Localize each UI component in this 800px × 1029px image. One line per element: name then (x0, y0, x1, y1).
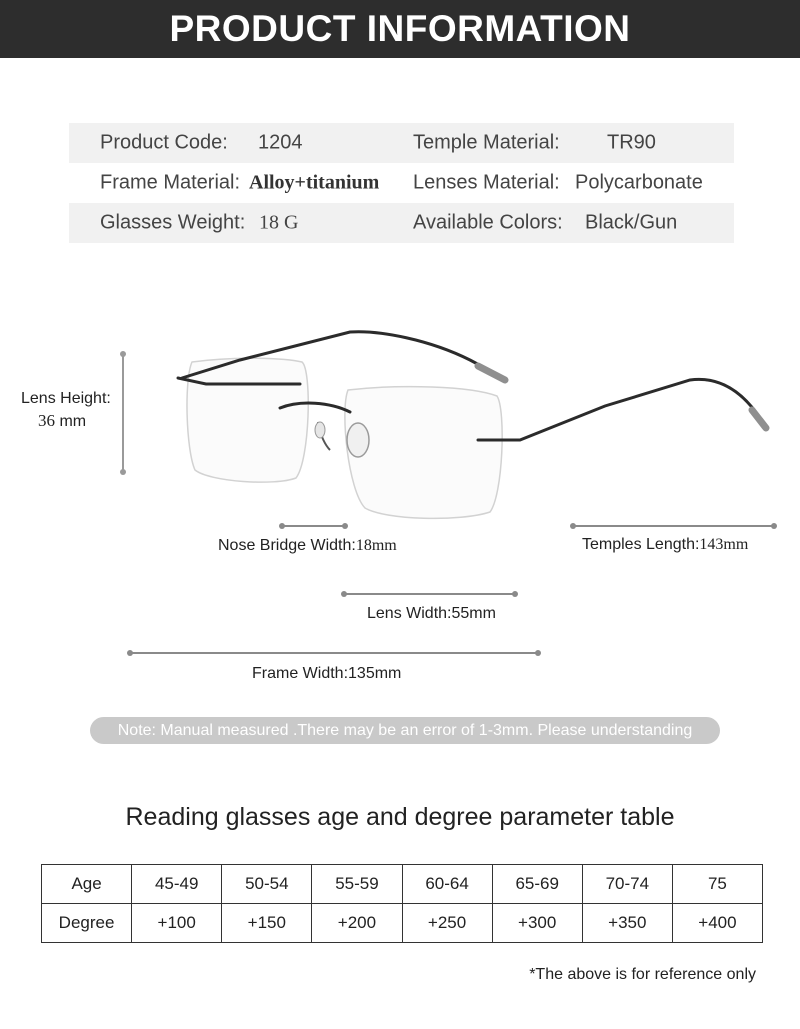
table-cell: 50-54 (222, 865, 312, 904)
table-row-degree (42, 904, 763, 943)
lens-height-label: Lens Height: (21, 390, 111, 407)
page-title: PRODUCT INFORMATION (169, 8, 631, 49)
age-header-cell: Age (42, 865, 132, 904)
frame-material-value: Alloy+titanium (249, 171, 380, 194)
lens-height-unit: mm (59, 413, 87, 430)
temples-length-value: 143mm (699, 536, 749, 553)
available-colors-value: Black/Gun (585, 211, 678, 234)
lens-height-measure (38, 411, 86, 431)
frame-width-measure-line (130, 652, 538, 654)
table-cell: +100 (132, 904, 222, 943)
table-cell: +400 (672, 904, 762, 943)
frame-material-label: Frame Material: (100, 171, 241, 194)
age-degree-table (41, 864, 763, 943)
table-cell: +250 (402, 904, 492, 943)
lens-width-label: Lens Width:55mm (367, 605, 496, 622)
nose-bridge-value: 18mm (355, 537, 397, 554)
frame-width-label: Frame Width:135mm (252, 665, 402, 682)
product-code-label: Product Code: (100, 131, 228, 154)
glasses-weight-label: Glasses Weight: (100, 211, 246, 234)
lenses-material-label: Lenses Material: (413, 171, 560, 194)
spec-row-1 (69, 123, 734, 163)
right-temple (478, 379, 765, 440)
table-cell: +200 (312, 904, 402, 943)
reference-footnote: *The above is for reference only (529, 966, 756, 983)
nose-bridge-measure (218, 537, 397, 555)
spec-row-2 (69, 163, 734, 203)
temples-length-measure (582, 536, 748, 554)
spec-row-3 (69, 203, 734, 243)
lens-height-value: 36 (38, 411, 55, 430)
table-cell: 60-64 (402, 865, 492, 904)
glasses-weight-value: 18 G (259, 211, 299, 234)
table-cell: 75 (672, 865, 762, 904)
lenses-material-value: Polycarbonate (575, 171, 703, 194)
temple-material-label: Temple Material: (413, 131, 560, 154)
table-cell: 55-59 (312, 865, 402, 904)
nose-bridge-label: Nose Bridge Width: (218, 537, 356, 554)
lens-width-measure-line (344, 593, 515, 595)
product-code-value: 1204 (258, 131, 303, 154)
table-cell: 65-69 (492, 865, 582, 904)
temple-material-value: TR90 (607, 131, 656, 154)
table-cell: +350 (582, 904, 672, 943)
table-cell: +300 (492, 904, 582, 943)
measurement-note: Note: Manual measured .There may be an error of 1-3mm. Please understanding (90, 717, 720, 744)
right-lens (345, 387, 502, 519)
table-title: Reading glasses age and degree parameter table (125, 803, 675, 831)
table-row-age (42, 865, 763, 904)
table-cell: +150 (222, 904, 312, 943)
left-lens (187, 358, 308, 482)
table-cell: 45-49 (132, 865, 222, 904)
header-bar (0, 0, 800, 58)
temples-length-measure-line (573, 525, 774, 527)
temples-length-label: Temples Length: (582, 536, 700, 553)
degree-header-cell: Degree (42, 904, 132, 943)
available-colors-label: Available Colors: (413, 211, 563, 234)
nose-bridge-measure-line (282, 525, 345, 527)
table-cell: 70-74 (582, 865, 672, 904)
